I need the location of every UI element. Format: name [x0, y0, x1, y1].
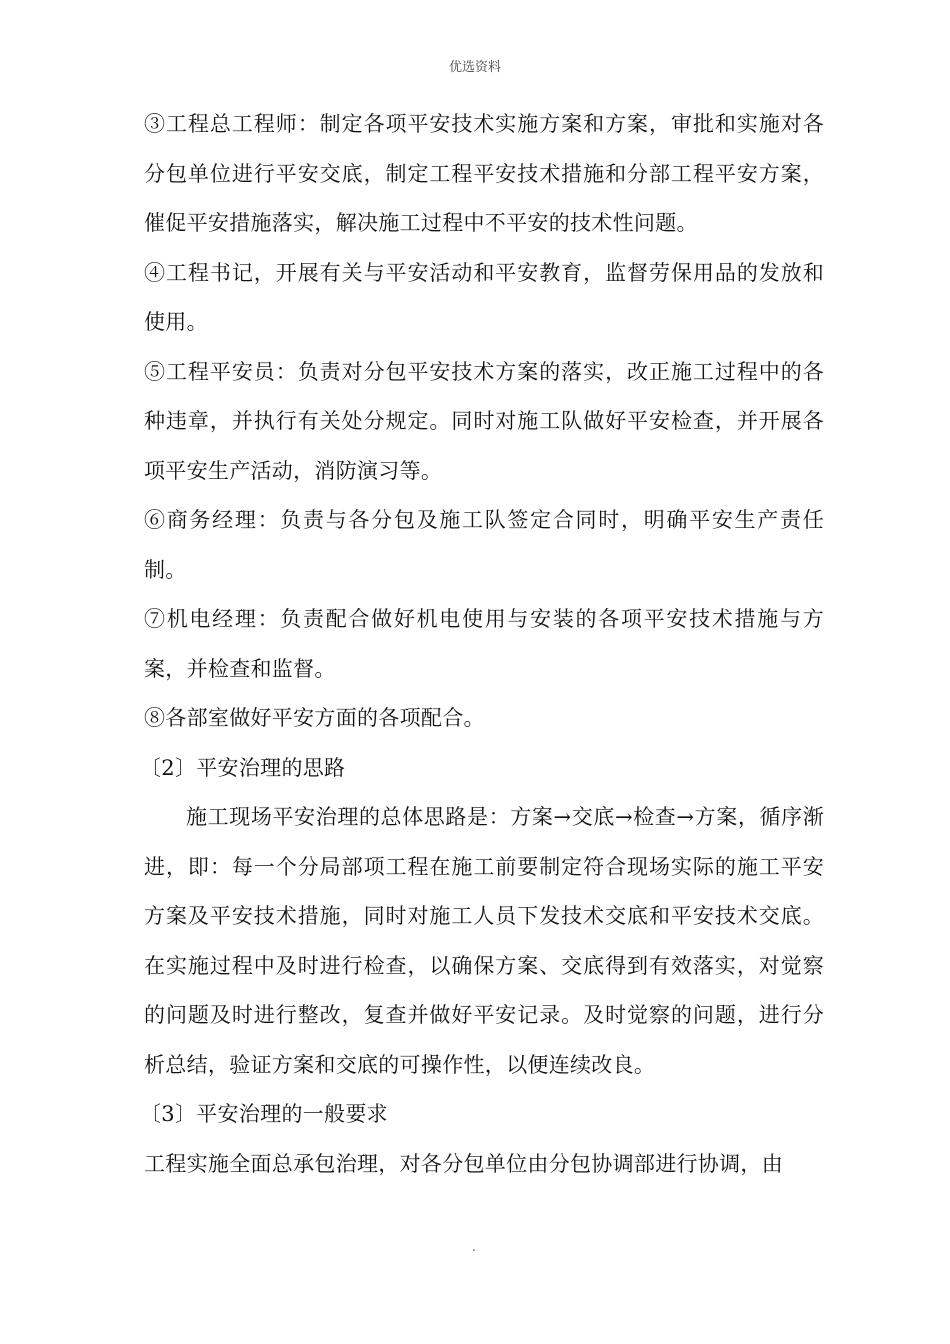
- section-heading-2: 〔2〕平安治理的思路: [140, 755, 346, 780]
- paragraph-electromechanical-manager: ⑦机电经理：负责配合做好机电使用与安装的各项平安技术措施与方案，并检查和监督。: [144, 607, 824, 681]
- paragraph-departments: ⑧各部室做好平安方面的各项配合。: [144, 706, 485, 730]
- document-body: [140, 100, 824, 1189]
- paragraph-general-requirements: 工程实施全面总承包治理，对各分包单位由分包协调部进行协调，由: [144, 1151, 783, 1176]
- paragraph-business-manager: ⑥商务经理：负责与各分包及施工队签定合同时，明确平安生产责任制。: [144, 508, 824, 582]
- page-header: 优选资料: [448, 60, 501, 75]
- paragraph-management-approach: 施工现场平安治理的总体思路是：方案→交底→检查→方案，循序渐进，即：每一个分局部项工程在施工前要制定符合现场实际的施工平安方案及平安技术措施，同时对施工人员下发技术交底和平安技术交底。在实施过程中及时进行检查，以确保方案、交底得到有效落实，对觉察的问题及时进行整改，复查并做好平安记录。及时觉察的问题，进行分析总结，验证方案和交底的可操作性，以便连续改良。: [144, 805, 824, 1077]
- paragraph-chief-engineer: ③工程总工程师：制定各项平安技术实施方案和方案，审批和实施对各分包单位进行平安交底，制定工程平安技术措施和分部工程平安方案，催促平安措施落实，解决施工过程中不平安的技术性问题。: [144, 112, 824, 235]
- page-footer: .: [472, 1240, 476, 1254]
- section-heading-3: 〔3〕平安治理的一般要求: [140, 1102, 388, 1126]
- paragraph-safety-officer: ⑤工程平安员：负责对分包平安技术方案的落实，改正施工过程中的各种违章，并执行有关处分规定。同时对施工队做好平安检查，并开展各项平安生产活动，消防演习等。: [144, 359, 824, 483]
- paragraph-project-secretary: ④工程书记，开展有关与平安活动和平安教育，监督劳保用品的发放和使用。: [144, 260, 824, 334]
